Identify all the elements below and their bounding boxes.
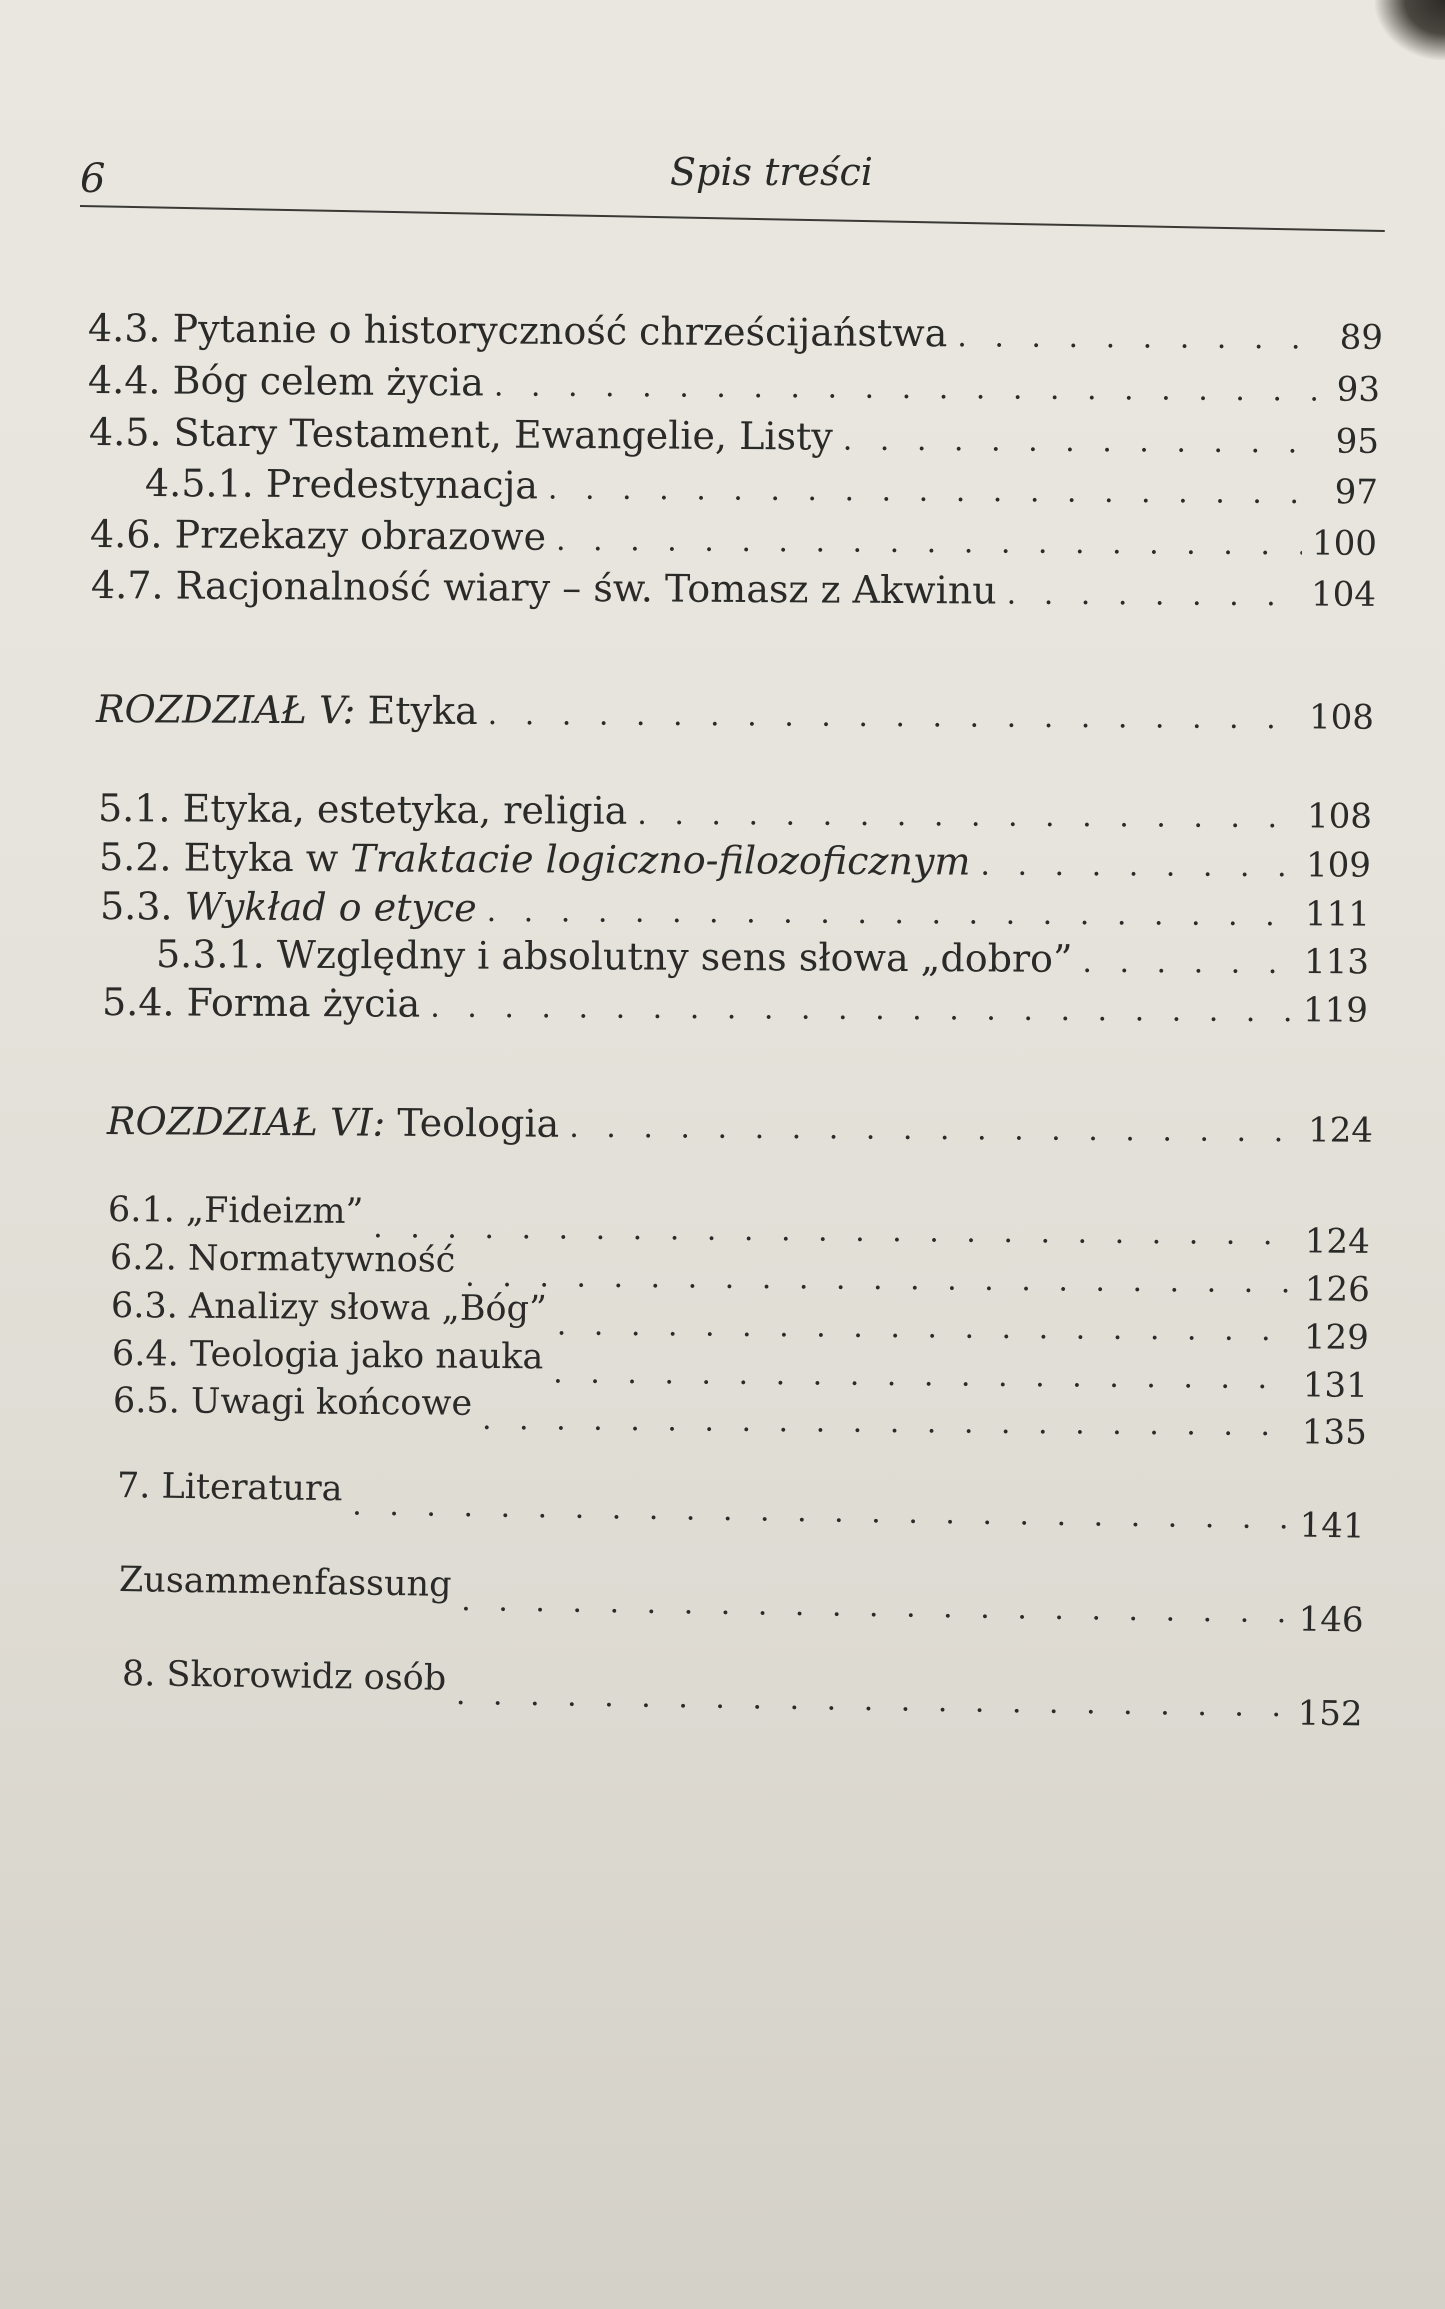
toc-entry-label-prefix: 5.2. Etyka w [98, 835, 339, 881]
toc-entry-5-2 [99, 834, 1371, 891]
toc-entry-page: 131 [1302, 1365, 1368, 1406]
toc-entry-label: 4.5. Stary Testament, Ewangelie, Listy [88, 410, 833, 459]
leader-dots [430, 985, 1293, 1036]
toc-entry-page: 104 [1310, 574, 1377, 615]
leader-dots [1082, 940, 1294, 987]
toc-entry-4-4 [88, 357, 1380, 415]
toc-entry-label: 4.6. Przekazy obrazowe [89, 512, 547, 559]
leader-dots [352, 1482, 1290, 1542]
toc-entry-page: 100 [1311, 523, 1378, 564]
toc-entry-label [99, 834, 971, 885]
toc-entry-label: 6.4. Teologia jako nauka [111, 1334, 544, 1378]
toc-entry-page: 113 [1303, 942, 1370, 983]
toc-entry-skorowidz [121, 1651, 1364, 1735]
toc-entry-page: 124 [1304, 1221, 1370, 1262]
toc-entry-label-prefix: 5.3. [99, 884, 173, 929]
leader-dots [980, 843, 1296, 891]
leader-dots [482, 1397, 1292, 1449]
toc-entry-4-3 [88, 305, 1383, 363]
chapter-heading-5 [96, 686, 1374, 743]
toc-entry-label: 6.5. Uwagi końcowe [112, 1381, 473, 1424]
toc-entry-page: 95 [1335, 421, 1380, 462]
toc-entry-page: 97 [1334, 472, 1379, 513]
toc-entry-page: 129 [1303, 1317, 1369, 1358]
chapter-heading-page: 124 [1307, 1110, 1374, 1151]
chapter-title: Teologia [397, 1100, 560, 1146]
chapter-heading-label [96, 686, 478, 734]
leader-dots [488, 692, 1300, 742]
toc-entry-4-5 [89, 409, 1379, 467]
chapter-heading-label [107, 1098, 560, 1147]
toc-entry-label: 4.5.1. Predestynacja [144, 461, 539, 508]
toc-entry-label: 5.3.1. Względny i absolutny sens słowa „dobro” [155, 932, 1073, 981]
toc-entry-5-4 [102, 979, 1368, 1036]
toc-entry-zusammenfassung [118, 1557, 1365, 1641]
toc-entry-page: 89 [1339, 317, 1384, 358]
toc-entry-page: 93 [1336, 369, 1381, 410]
chapter-prefix: ROZDZIAŁ VI: [106, 1099, 386, 1145]
toc-entry-5-3-1 [156, 931, 1369, 987]
chapter-prefix: ROZDZIAŁ V: [95, 687, 356, 733]
toc-entry-4-5-1 [145, 460, 1378, 518]
toc-entry-literatura [116, 1463, 1366, 1547]
leader-dots [487, 889, 1296, 939]
toc-entry-page: 126 [1304, 1269, 1370, 1310]
toc-entry-label: 4.4. Bóg celem życia [87, 358, 485, 405]
toc-entry-page: 141 [1299, 1505, 1365, 1547]
toc-entry-page: 119 [1302, 990, 1369, 1031]
toc-entry-label: 5.4. Forma życia [101, 980, 421, 1026]
chapter-heading-page: 108 [1308, 697, 1375, 738]
leader-dots [456, 1672, 1288, 1730]
leader-dots [556, 518, 1302, 569]
toc-entry-page: 152 [1297, 1693, 1363, 1735]
toc-entry-page: 111 [1304, 894, 1371, 935]
chapter-heading-6 [107, 1098, 1373, 1156]
toc-entry-page: 109 [1305, 845, 1372, 886]
leader-dots [637, 792, 1297, 841]
toc-entry-label: 4.3. Pytanie o historyczność chrześcijaństwa [87, 306, 948, 356]
leader-dots [569, 1105, 1298, 1155]
leader-dots [494, 363, 1316, 414]
page-number: 6 [80, 156, 106, 202]
toc-entry-label: 5.1. Etyka, estetyka, religia [97, 786, 628, 833]
toc-entry-page: 135 [1301, 1412, 1367, 1453]
toc-entry-page: 108 [1306, 796, 1373, 837]
chapter-title: Etyka [367, 688, 478, 733]
toc-entry-label-italic: Traktacie logiczno-filozoficznym [350, 836, 971, 884]
toc-entry-label: 7. Literatura [116, 1466, 343, 1510]
toc-entry-4-7 [91, 562, 1376, 620]
toc-entry-label-italic: Wykład o etyce [184, 884, 477, 930]
toc-entry-page: 146 [1298, 1599, 1364, 1641]
toc-entry-label: 6.1. „Fideizm” [107, 1190, 364, 1233]
toc-entry-label: 8. Skorowidz osób [121, 1654, 447, 1699]
toc-entry-label: Zusammenfassung [118, 1560, 452, 1605]
leader-dots [548, 466, 1314, 517]
leader-dots [843, 418, 1315, 467]
toc-entry-5-1 [98, 785, 1372, 842]
leader-dots [957, 314, 1319, 362]
toc-entry-label: 4.7. Racjonalność wiary – św. Tomasz z Akwinu [90, 563, 997, 613]
toc-entry-label: 6.3. Analizy słowa „Bóg” [110, 1286, 548, 1330]
toc-entry-label [100, 883, 477, 931]
leader-dots [1007, 572, 1302, 620]
toc-entry-4-6 [90, 511, 1377, 569]
toc-entry-6-5 [112, 1378, 1367, 1453]
leader-dots [461, 1578, 1289, 1636]
toc-entry-label: 6.2. Normatywność [109, 1238, 456, 1281]
running-title: Spis treści [670, 150, 873, 194]
